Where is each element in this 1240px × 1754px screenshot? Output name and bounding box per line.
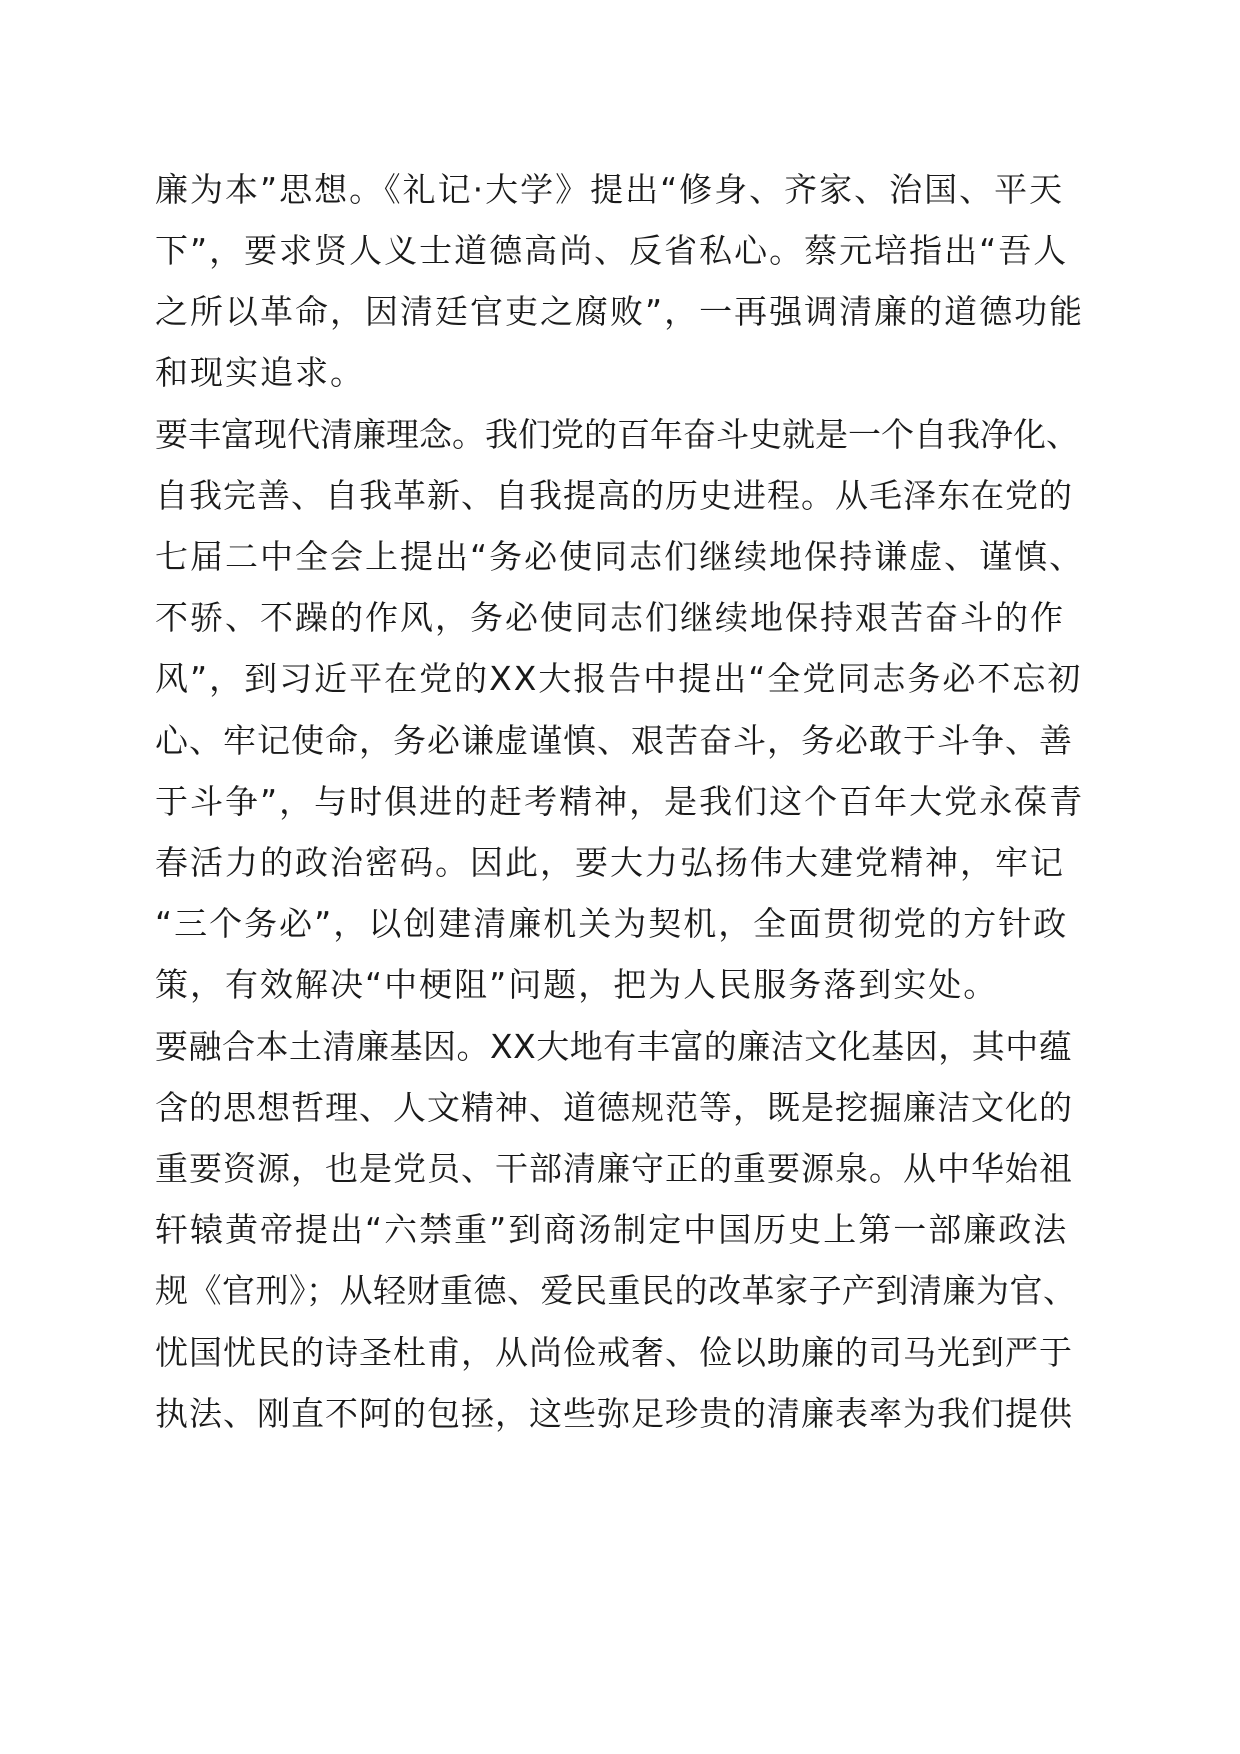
text-line: 春活力的政治密码。因此，要大力弘扬伟大建党精神，牢记 xyxy=(155,843,1065,882)
text-line: 风”，到习近平在党的XX大报告中提出“全党同志务必不忘初 xyxy=(155,659,1083,698)
text-line: 七届二中全会上提出“务必使同志们继续地保持谦虚、谨慎、 xyxy=(155,537,1085,576)
text-line: 廉为本”思想。《礼记·大学》提出“修身、齐家、治国、平天 xyxy=(155,170,1065,209)
text-line: 于斗争”，与时俱进的赶考精神，是我们这个百年大党永葆青 xyxy=(155,782,1085,821)
text-line: 自我完善、自我革新、自我提高的历史进程。从毛泽东在党的 xyxy=(155,476,1073,515)
text-line: 忧国忧民的诗圣杜甫，从尚俭戒奢、俭以助廉的司马光到严于 xyxy=(155,1333,1073,1372)
text-line: 含的思想哲理、人文精神、道德规范等，既是挖掘廉洁文化的 xyxy=(155,1088,1073,1127)
text-line: 心、牢记使命，务必谦虚谨慎、艰苦奋斗，务必敢于斗争、善 xyxy=(155,721,1073,760)
text-line: 策，有效解决“中梗阻”问题，把为人民服务落到实处。 xyxy=(155,965,999,1004)
text-line: 下”，要求贤人义士道德高尚、反省私心。蔡元培指出“吾人 xyxy=(155,231,1069,270)
paragraph-start-line: 要丰富现代清廉理念。我们党的百年奋斗史就是一个自我净化、 xyxy=(155,415,1079,454)
text-line: 不骄、不躁的作风，务必使同志们继续地保持艰苦奋斗的作 xyxy=(155,598,1065,637)
text-line: “三个务必”，以创建清廉机关为契机，全面贯彻党的方针政 xyxy=(155,904,1069,943)
paragraph-start-line: 要融合本土清廉基因。XX大地有丰富的廉洁文化基因，其中蕴 xyxy=(155,1027,1073,1066)
text-line: 执法、刚直不阿的包拯，这些弥足珍贵的清廉表率为我们提供 xyxy=(155,1394,1073,1433)
text-line: 轩辕黄帝提出“六禁重”到商汤制定中国历史上第一部廉政法 xyxy=(155,1210,1069,1249)
text-line: 规《官刑》；从轻财重德、爱民重民的改革家子产到清廉为官、 xyxy=(155,1271,1077,1310)
text-line: 和现实追求。 xyxy=(155,353,365,392)
text-line: 之所以革命，因清廷官吏之腐败”，一再强调清廉的道德功能 xyxy=(155,292,1085,331)
text-line: 重要资源，也是党员、干部清廉守正的重要源泉。从中华始祖 xyxy=(155,1149,1073,1188)
